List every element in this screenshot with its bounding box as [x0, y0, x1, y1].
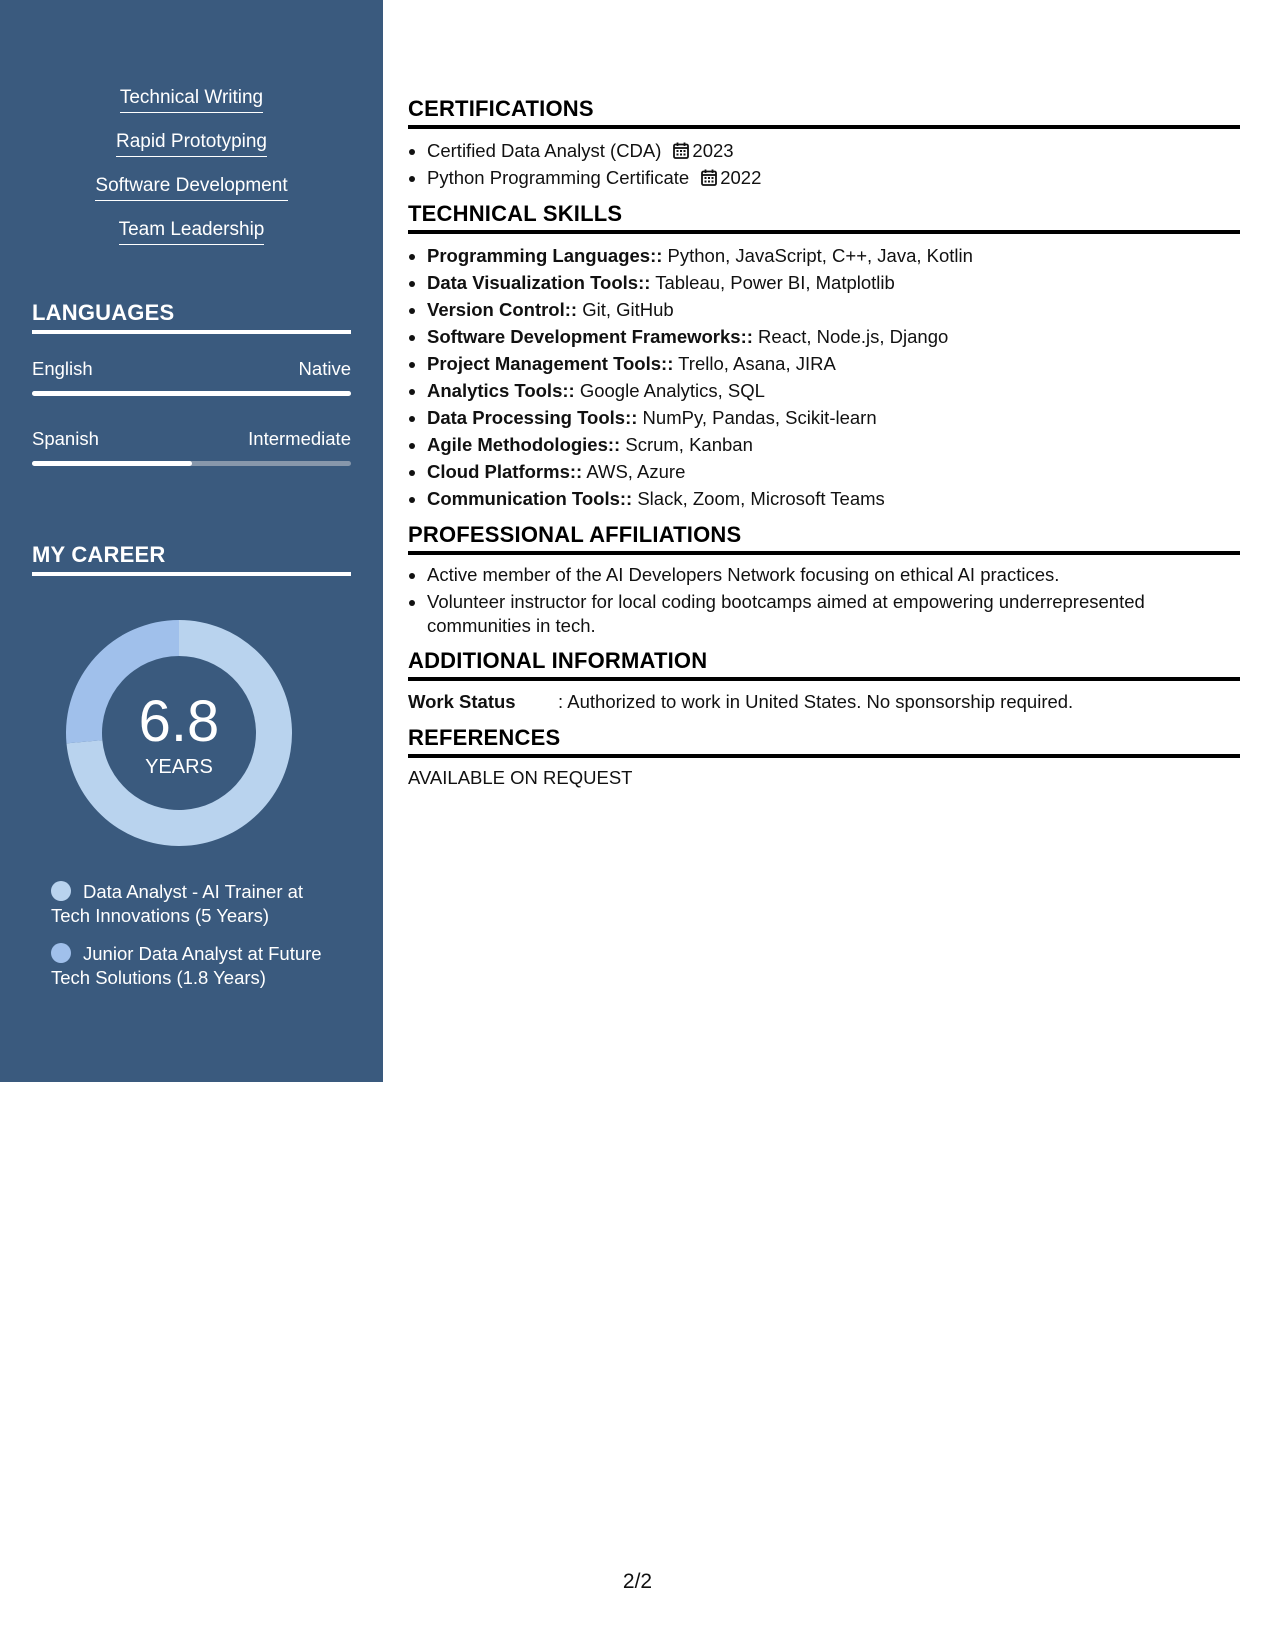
skill-category: Data Processing Tools:: — [427, 407, 638, 428]
technical-skill-item — [427, 323, 1240, 350]
certification-year: 2023 — [692, 140, 734, 161]
language-proficiency-fill — [32, 391, 351, 396]
career-dot-icon — [51, 943, 71, 963]
certification-name: Python Programming Certificate — [427, 167, 690, 188]
certifications-section — [408, 96, 1240, 191]
skill-values: Tableau, Power BI, Matplotlib — [655, 272, 895, 293]
affiliation-item: • Volunteer instructor for local coding bootcamps aimed at empowering underrepresented communities in tech. — [427, 590, 1240, 638]
skill-category: Communication Tools:: — [427, 488, 633, 509]
technical-skill-item — [427, 296, 1240, 323]
certification-item — [427, 164, 1240, 191]
skill-category: Cloud Platforms:: — [427, 461, 583, 482]
skill-values: Google Analytics, SQL — [579, 380, 765, 401]
career-item — [51, 880, 341, 928]
career-donut-chart — [66, 620, 292, 846]
career-list — [51, 880, 341, 1004]
skill-item: Team Leadership — [119, 218, 265, 245]
skill-values: Git, GitHub — [582, 299, 674, 320]
calendar-icon — [701, 169, 717, 186]
skill-item: Software Development — [95, 174, 287, 201]
skill-values: NumPy, Pandas, Scikit-learn — [642, 407, 877, 428]
affiliation-item: • Active member of the AI Developers Network focusing on ethical AI practices. — [427, 563, 1240, 587]
skills-list — [0, 86, 383, 262]
skill-category: Agile Methodologies:: — [427, 434, 621, 455]
calendar-icon — [673, 142, 689, 159]
certifications-heading: CERTIFICATIONS — [408, 96, 1240, 129]
skill-values: Scrum, Kanban — [625, 434, 753, 455]
language-name: English — [32, 358, 93, 379]
technical-skill-item — [427, 404, 1240, 431]
skill-item: Rapid Prototyping — [116, 130, 267, 157]
career-total-unit: YEARS — [145, 756, 213, 778]
skill-category: Project Management Tools:: — [427, 353, 674, 374]
skill-category: Programming Languages:: — [427, 245, 663, 266]
technical-skills-section — [408, 201, 1240, 512]
technical-skill-item — [427, 377, 1240, 404]
additional-info-section — [408, 648, 1240, 715]
skill-category: Analytics Tools:: — [427, 380, 575, 401]
career-total-years: 6.8 — [138, 689, 220, 754]
technical-skills-heading: TECHNICAL SKILLS — [408, 201, 1240, 234]
references-section — [408, 725, 1240, 790]
language-english — [32, 358, 351, 396]
additional-info-heading: ADDITIONAL INFORMATION — [408, 648, 1240, 681]
references-text: AVAILABLE ON REQUEST — [408, 767, 633, 788]
certification-name: Certified Data Analyst (CDA) — [427, 140, 662, 161]
technical-skill-item — [427, 485, 1240, 512]
skill-values: Slack, Zoom, Microsoft Teams — [637, 488, 885, 509]
affiliations-heading: PROFESSIONAL AFFILIATIONS — [408, 522, 1240, 555]
skill-values: Python, JavaScript, C++, Java, Kotlin — [667, 245, 973, 266]
language-spanish — [32, 428, 351, 466]
technical-skill-item — [427, 242, 1240, 269]
certification-item — [427, 137, 1240, 164]
language-level: Intermediate — [248, 428, 351, 449]
skill-category: Software Development Frameworks:: — [427, 326, 753, 347]
language-proficiency-bar — [32, 391, 351, 396]
career-dot-icon — [51, 881, 71, 901]
language-name: Spanish — [32, 428, 99, 449]
language-proficiency-bar — [32, 461, 351, 466]
career-item-label: Data Analyst - AI Trainer at Tech Innovations (5 Years) — [51, 881, 304, 926]
languages-heading: LANGUAGES — [32, 300, 351, 334]
skill-values: AWS, Azure — [586, 461, 686, 482]
work-status-row — [408, 689, 1240, 715]
career-heading: MY CAREER — [32, 542, 351, 576]
skill-category: Version Control:: — [427, 299, 578, 320]
work-status-value: : Authorized to work in United States. No sponsorship required. — [558, 691, 1074, 712]
certification-year: 2022 — [720, 167, 762, 188]
skill-item: Technical Writing — [120, 86, 263, 113]
technical-skill-item — [427, 431, 1240, 458]
work-status-label: Work Status — [408, 691, 516, 712]
affiliations-section — [408, 522, 1240, 638]
skill-values: Trello, Asana, JIRA — [678, 353, 836, 374]
technical-skill-item — [427, 458, 1240, 485]
main-content — [408, 96, 1240, 800]
references-heading: REFERENCES — [408, 725, 1240, 758]
career-item-label: Junior Data Analyst at Future Tech Solutions (1.8 Years) — [51, 943, 322, 988]
sidebar — [0, 0, 383, 1082]
language-proficiency-fill — [32, 461, 192, 466]
page-number: 2/2 — [622, 1570, 653, 1593]
technical-skill-item — [427, 350, 1240, 377]
skill-values: React, Node.js, Django — [758, 326, 949, 347]
language-level: Native — [298, 358, 351, 379]
career-item — [51, 942, 341, 990]
skill-category: Data Visualization Tools:: — [427, 272, 651, 293]
technical-skill-item — [427, 269, 1240, 296]
